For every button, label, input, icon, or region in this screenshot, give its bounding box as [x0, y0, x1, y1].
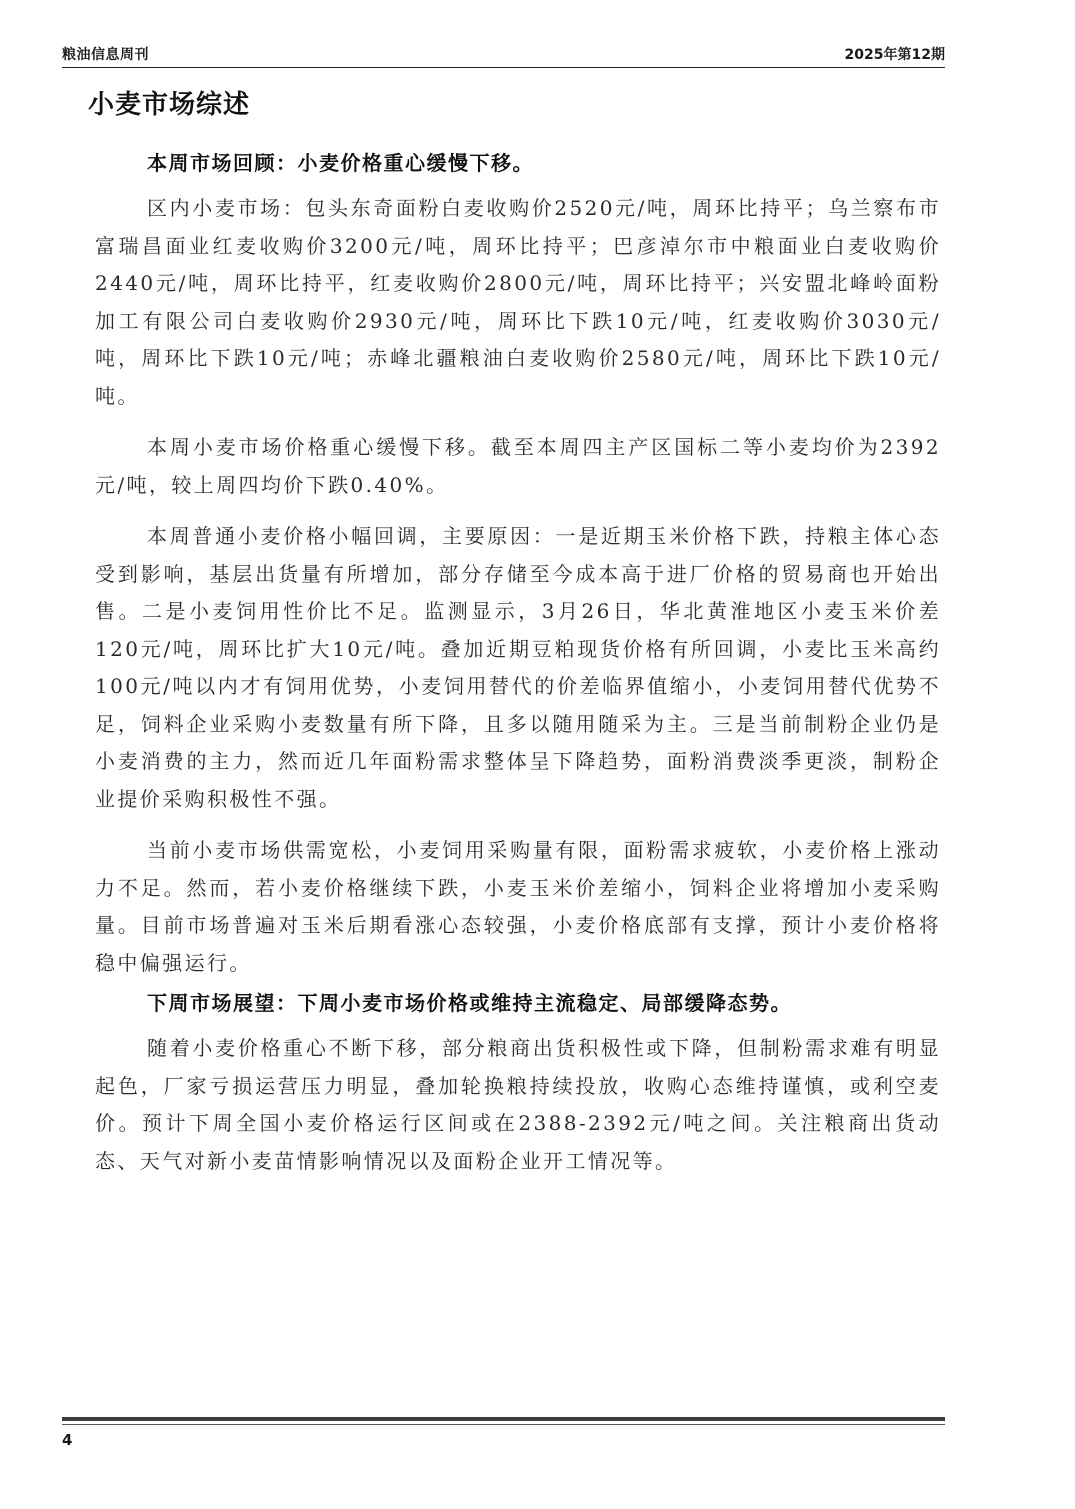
publication-name: 粮油信息周刊: [62, 47, 149, 63]
page-title: 小麦市场综述: [88, 90, 251, 120]
article-body: [95, 148, 941, 1180]
review-heading: 本周市场回顾：小麦价格重心缓慢下移。: [147, 151, 534, 175]
footer-divider-thin: [62, 1424, 945, 1425]
paragraph-outlook: 随着小麦价格重心不断下移，部分粮商出货积极性或下降，但制粉需求难有明显起色，厂家亏损运营压力明显，叠加轮换粮持续投放，收购心态维持谨慎，或利空麦价。预计下周全国小麦价格运行区间或在2388-2392元/吨之间。关注粮商出货动态、天气对新小麦苗情影响情况以及面粉企业开工情况等。: [95, 1036, 941, 1173]
page-header: [62, 44, 945, 66]
paragraph-reasons: 本周普通小麦价格小幅回调，主要原因：一是近期玉米价格下跌，持粮主体心态受到影响，基层出货量有所增加，部分存储至今成本高于进厂价格的贸易商也开始出售。二是小麦饲用性价比不足。监测显示，3月26日，华北黄淮地区小麦玉米价差120元/吨，周环比扩大10元/吨。叠加近期豆粕现货价格有所回调，小麦比玉米高约100元/吨以内才有饲用优势，小麦饲用替代的价差临界值缩小，小麦饲用替代优势不足，饲料企业采购小麦数量有所下降，且多以随用随采为主。三是当前制粉企业仍是小麦消费的主力，然而近几年面粉需求整体呈下降趋势，面粉消费淡季更淡，制粉企业提价采购积极性不强。: [95, 524, 941, 811]
page-number: 4: [62, 1431, 73, 1449]
paragraph-average-price: 本周小麦市场价格重心缓慢下移。截至本周四主产区国标二等小麦均价为2392元/吨，较上周四均价下跌0.40%。: [95, 435, 941, 497]
paragraph-supply-demand: 当前小麦市场供需宽松，小麦饲用采购量有限，面粉需求疲软，小麦价格上涨动力不足。然而，若小麦价格继续下跌，小麦玉米价差缩小，饲料企业将增加小麦采购量。目前市场普遍对玉米后期看涨心态较强，小麦价格底部有支撑，预计小麦价格将稳中偏强运行。: [95, 838, 941, 975]
paragraph-regional-prices: 区内小麦市场：包头东奇面粉白麦收购价2520元/吨，周环比持平；乌兰察布市富瑞昌面业红麦收购价3200元/吨，周环比持平；巴彦淖尔市中粮面业白麦收购价2440元/吨，周环比持平，红麦收购价2800元/吨，周环比持平；兴安盟北峰岭面粉加工有限公司白麦收购价2930元/吨，周环比下跌10元/吨，红麦收购价3030元/吨，周环比下跌10元/吨；赤峰北疆粮油白麦收购价2580元/吨，周环比下跌10元/吨。: [95, 196, 941, 408]
footer-divider-thick: [62, 1417, 945, 1421]
header-divider: [62, 67, 945, 68]
outlook-heading: 下周市场展望：下周小麦市场价格或维持主流稳定、局部缓降态势。: [147, 991, 792, 1015]
issue-number: 2025年第12期: [844, 47, 945, 63]
